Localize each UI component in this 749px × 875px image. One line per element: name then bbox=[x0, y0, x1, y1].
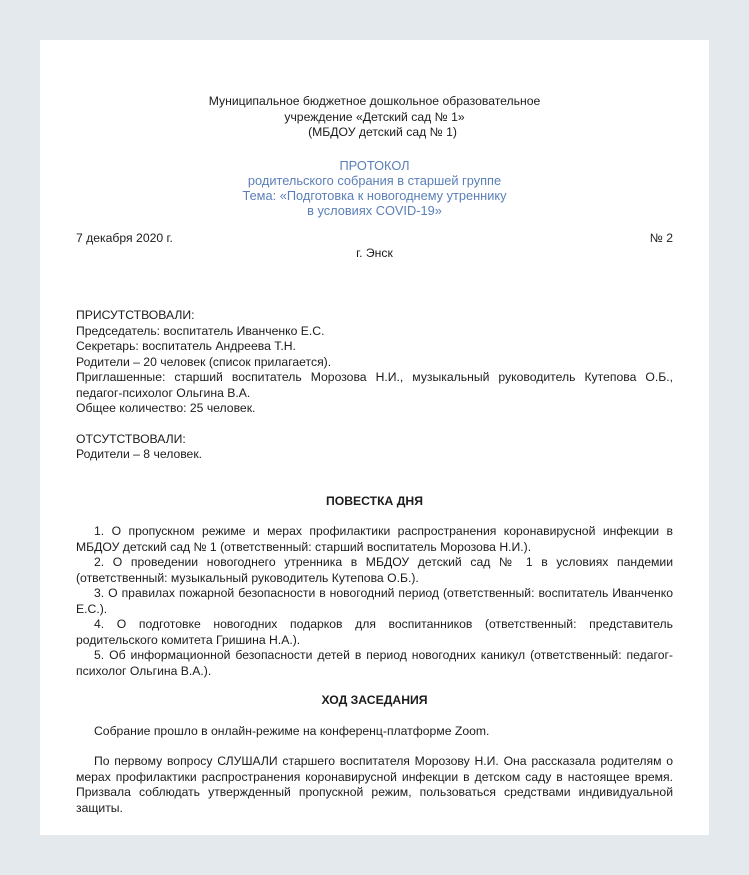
org-line-1: Муниципальное бюджетное дошкольное образовательное bbox=[208, 94, 541, 108]
date-number-row bbox=[76, 231, 673, 246]
protocol-date: 7 декабря 2020 г. bbox=[76, 230, 173, 245]
protocol-title-block bbox=[76, 158, 673, 218]
org-line-3: (МБДОУ детский сад № 1) bbox=[308, 125, 457, 139]
agenda-item: 5. Об информационной безопасности детей в период новогодних каникул (ответственный: педагог-психолог Ольгина В.А.). bbox=[76, 648, 673, 678]
meeting-heading: ХОД ЗАСЕДАНИЯ bbox=[321, 693, 428, 707]
document-content bbox=[76, 94, 673, 816]
present-total: Общее количество: 25 человек. bbox=[76, 401, 256, 415]
present-parents: Родители – 20 человек (список прилагается). bbox=[76, 354, 332, 369]
agenda-item: 1. О пропускном режиме и мерах профилактики распространения коронавирусной инфекции в МБДОУ детский сад № 1 (ответственный: старший воспитатель Морозова Н.И.). bbox=[76, 524, 673, 554]
protocol-topic-line-1: Тема: «Подготовка к новогоднему утреннику bbox=[242, 187, 507, 203]
document-page bbox=[40, 40, 709, 835]
absent-section bbox=[76, 432, 673, 463]
present-invited: Приглашенные: старший воспитатель Морозова Н.И., музыкальный руководитель Кутепова О.Б., педагог-психолог Ольгина В.А. bbox=[76, 370, 673, 400]
meeting-intro: Собрание прошло в онлайн-режиме на конференц-платформе Zoom. bbox=[94, 723, 490, 738]
agenda-list bbox=[76, 524, 673, 679]
agenda-heading: ПОВЕСТКА ДНЯ bbox=[326, 493, 423, 508]
meeting-first-question: По первому вопросу СЛУШАЛИ старшего воспитателя Морозову Н.И. Она рассказала родителям о мерах профилактики распространения коронавирусной инфекции в детском саду в настоящее время. Призвала соблюдать утвержденный пропускной режим, пользоваться средствами индивидуальной защиты. bbox=[76, 754, 673, 815]
protocol-title: ПРОТОКОЛ bbox=[339, 157, 410, 173]
org-line-2: учреждение «Детский сад № 1» bbox=[284, 109, 465, 124]
protocol-city: г. Энск bbox=[356, 245, 393, 260]
present-chair: Председатель: воспитатель Иванченко Е.С. bbox=[76, 323, 325, 338]
organization-header bbox=[76, 94, 673, 141]
agenda-item: 3. О правилах пожарной безопасности в новогодний период (ответственный: воспитатель Иванченко Е.С.). bbox=[76, 586, 673, 616]
present-heading: ПРИСУТСТВОВАЛИ: bbox=[76, 308, 195, 322]
absent-heading: ОТСУТСТВОВАЛИ: bbox=[76, 431, 186, 446]
present-secretary: Секретарь: воспитатель Андреева Т.Н. bbox=[76, 339, 296, 353]
protocol-topic-line-2: в условиях COVID-19» bbox=[307, 202, 442, 218]
present-section bbox=[76, 308, 673, 417]
absent-parents: Родители – 8 человек. bbox=[76, 447, 203, 461]
protocol-subtitle: родительского собрания в старшей группе bbox=[247, 172, 502, 188]
protocol-number: № 2 bbox=[649, 230, 673, 245]
agenda-item: 2. О проведении новогоднего утренника в МБДОУ детский сад № 1 в условиях пандемии (ответственный: музыкальный руководитель Кутепова О.Б.). bbox=[76, 555, 673, 585]
agenda-item: 4. О подготовке новогодних подарков для воспитанников (ответственный: представитель родительского комитета Гришина Н.А.). bbox=[76, 617, 673, 647]
